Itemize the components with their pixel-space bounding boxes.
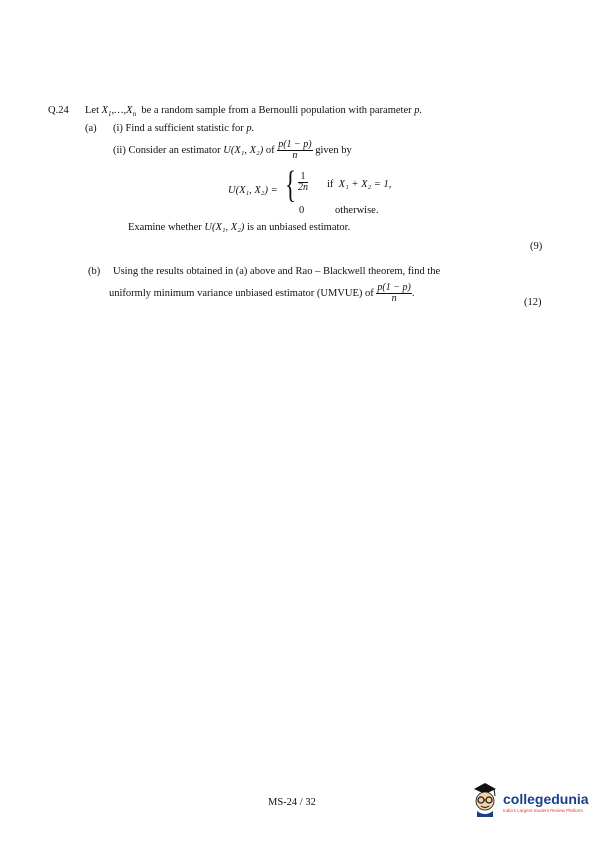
case1-numerator: 1	[298, 172, 308, 183]
part-a-i	[113, 122, 254, 135]
part-b-label: (b)	[88, 266, 101, 277]
part-b-fraction-numerator: p(1 − p)	[377, 282, 411, 293]
examine-pre: Examine whether	[128, 222, 202, 233]
part-a-i-text: (i) Find a sufficient statistic for	[113, 123, 244, 134]
part-b-fraction	[376, 283, 411, 304]
part-a-marks: (9)	[530, 241, 543, 252]
part-a-ii-estimator: U(X₁, X₂)	[223, 145, 264, 156]
examine-estimator: U(X₁, X₂)	[204, 222, 245, 233]
part-b-line2	[109, 283, 414, 304]
examine-line	[128, 221, 350, 234]
case2-value: 0	[299, 205, 305, 216]
page-code: MS-24 / 32	[268, 797, 316, 808]
case1-denominator: 2n	[298, 182, 308, 193]
part-b-end: .	[411, 288, 415, 299]
fraction-denominator: n	[292, 150, 298, 161]
part-b-line1: Using the results obtained in (a) above and Rao – Blackwell theorem, find the	[113, 266, 441, 277]
part-a-ii-text: (ii) Consider an estimator	[113, 145, 221, 156]
intro-x1: $X_1,\dots,X_n$	[101, 105, 137, 119]
case1-value	[296, 172, 310, 193]
part-b-marks: (12)	[524, 297, 542, 308]
logo-tagline: India's Largest Student Review Platform	[503, 808, 583, 813]
case1-condition	[327, 178, 391, 191]
case1-fraction	[298, 172, 308, 193]
intro-text: be a random sample from a Bernoulli population with parameter	[141, 105, 412, 116]
fraction-numerator: p(1 − p)	[278, 139, 312, 150]
part-a-ii-of: of	[265, 145, 275, 156]
intro-let: Let	[85, 105, 99, 116]
collegedunia-logo	[470, 781, 590, 821]
definition-lhs: U(X₁, X₂) =	[228, 185, 278, 196]
question-number: Q.24	[48, 105, 69, 116]
part-b-fraction-denominator: n	[391, 293, 397, 304]
question-intro	[85, 104, 422, 121]
left-brace: {	[285, 164, 296, 206]
logo-brand: collegedunia	[503, 791, 589, 807]
case1-equation: X₁ + X₂ = 1,	[338, 179, 392, 190]
case2-condition: otherwise.	[335, 205, 379, 216]
part-a-label: (a)	[85, 123, 97, 134]
examine-post: is an unbiased estimator.	[246, 222, 351, 233]
case1-if: if	[327, 179, 334, 190]
part-a-ii-given: given by	[315, 145, 352, 156]
part-a-i-param: p.	[246, 123, 255, 134]
intro-param: p.	[414, 105, 423, 116]
part-a-ii	[113, 140, 352, 161]
part-b-line2-text: uniformly minimum variance unbiased estimator (UMVUE) of	[109, 288, 374, 299]
mascot-icon	[470, 781, 500, 817]
part-a-ii-fraction	[277, 140, 312, 161]
